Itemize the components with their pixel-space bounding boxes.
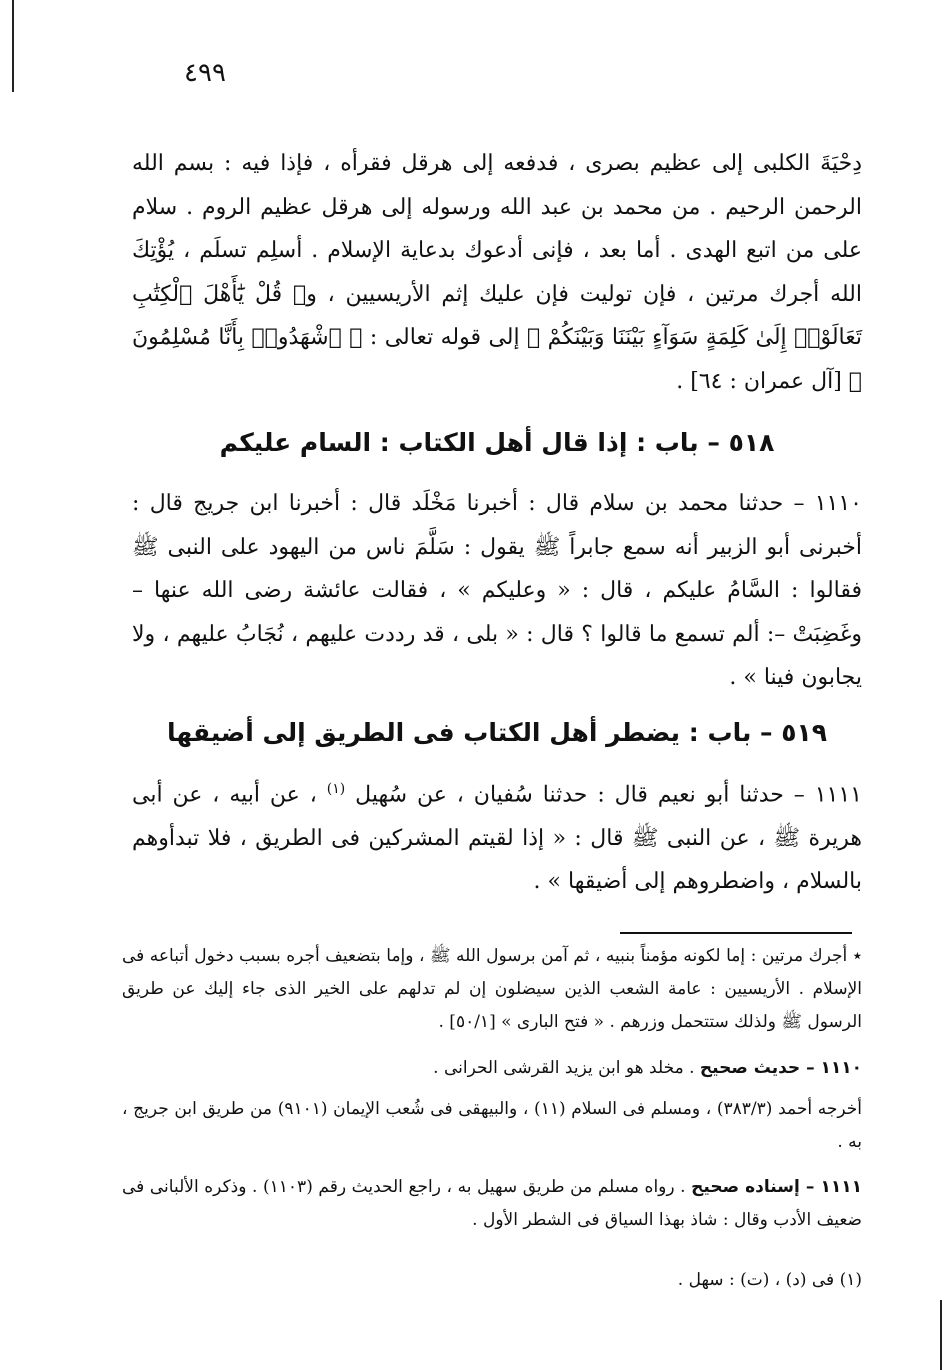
- footnote-variant: (١) فى (د) ، (ت) : سهل .: [677, 1270, 862, 1290]
- hadith-1111-text-b: ، عن أبيه ، عن أبى هريرة ﷺ ، عن النبى ﷺ قال : « إذا لقيتم المشركين فى الطريق ، فلا تبدأوهم بالسلام ، واضطروهم إلى أضيقها » .: [132, 782, 862, 895]
- footnote-1111: [122, 1171, 862, 1237]
- footnote-1111-text: . رواه مسلم من طريق سهيل به ، راجع الحديث رقم (١١٠٣) . وذكره الألبانى فى ضعيف الأدب وقال : شاذ بهذا السياق فى الشطر الأول .: [122, 1177, 862, 1230]
- footnote-1110: [122, 1052, 862, 1085]
- footnote-1111-label: ١١١١ – إسناده صحيح: [691, 1177, 862, 1197]
- hadith-1110-number: ١١١٠: [814, 491, 862, 516]
- page-number: ٤٩٩: [184, 58, 226, 88]
- footnote-star: ٭ أجرك مرتين : إما لكونه مؤمناً بنبيه ، ثم آمن برسول الله ﷺ ، وإما بتضعيف أجره بسبب دخول أتباعه فى الإسلام . الأريسيين : عامة الشعب الذين سيضلون إن لم تدلهم على الخير الذى جاء إليك عن طريق الرسول ﷺ ولذلك ستتحمل وزرهم . « فتح البارى » [٥٠/١] .: [122, 946, 862, 1032]
- page-edge-line-bottom: [940, 1300, 942, 1370]
- hadith-1110-text: – حدثنا محمد بن سلام قال : أخبرنا مَخْلَد قال : أخبرنا ابن جريج قال : أخبرنى أبو الزبير أنه سمع جابراً ﷺ يقول : سَلَّمَ ناس من اليهود على النبى ﷺ فقالوا : السَّامُ عليكم ، قال : « وعليكم » ، فقالت عائشة رضى الله عنها – وغَضِبَتْ –: ألم تسمع ما قالوا ؟ قال : « بلى ، قد رددت عليهم ، نُجَابُ عليهم ، ولا يجابون فينا » .: [132, 491, 862, 690]
- footnote-1110-takhrij: أخرجه أحمد (٣٨٣/٣) ، ومسلم فى السلام (١١) ، والبيهقى فى شُعب الإيمان (٩١٠١) من طريق ابن جريج ، به .: [122, 1099, 862, 1152]
- hadith-1111-text-a: – حدثنا أبو نعيم قال : حدثنا سُفيان ، عن سُهيل: [345, 782, 815, 808]
- footnote-divider: [620, 932, 852, 934]
- footnote-marker: (١): [326, 781, 346, 797]
- section-518-heading: ٥١٨ – باب : إذا قال أهل الكتاب : السام عليكم: [219, 428, 775, 457]
- section-519-heading: ٥١٩ – باب : يضطر أهل الكتاب فى الطريق إلى أضيقها: [166, 718, 828, 747]
- hadith-1111-number: ١١١١: [814, 782, 862, 808]
- opening-paragraph: دِحْيَةَ الكلبى إلى عظيم بصرى ، فدفعه إلى هرقل فقرأه ، فإذا فيه : بسم الله الرحمن الرحيم . من محمد بن عبد الله ورسوله إلى هرقل عظيم الروم . سلام على من اتبع الهدى . أما بعد ، فإنى أدعوك بدعاية الإسلام . أسلِم تسلَم ، يُؤْتِكَ الله أجرك مرتين ، فإن توليت فإن عليك إثم الأريسيين ، و﴿ قُلْ يَٰٓأَهْلَ ٱلْكِتَٰبِ تَعَالَوْا۟ إِلَىٰ كَلِمَةٍ سَوَآءٍ بَيْنَنَا وَبَيْنَكُمْ ﴾ إلى قوله تعالى : ﴿ ٱشْهَدُوا۟ بِأَنَّا مُسْلِمُونَ ﴾ [آل عمران : ٦٤] .: [132, 151, 862, 394]
- footnote-1110-label: ١١١٠ – حديث صحيح: [699, 1058, 862, 1078]
- hadith-1111: [132, 768, 862, 904]
- page-edge-line: [12, 0, 14, 92]
- footnote-1110-text: . مخلد هو ابن يزيد القرشى الحرانى .: [433, 1058, 700, 1078]
- hadith-1110: [132, 482, 862, 700]
